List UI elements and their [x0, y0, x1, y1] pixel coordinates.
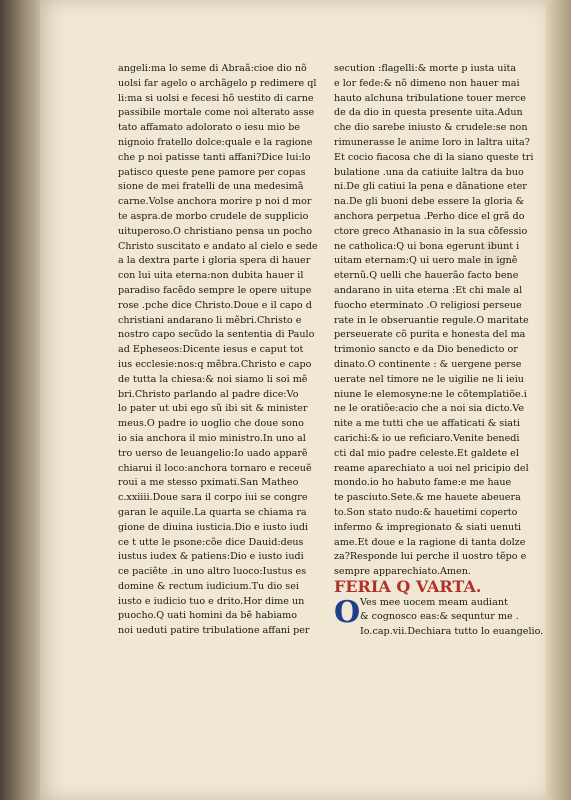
text-line: infermo & impregionato & siati uenuti: [334, 521, 522, 533]
text-line: tato affamato adolorato o iesu mio be: [118, 122, 301, 134]
text-line: roui a me stesso pximati.San Matheo: [118, 477, 299, 489]
text-line: secution :flagelli:& morte p iusta uita: [334, 63, 517, 74]
text-line: rose .pche dice Christo.Doue e il capo d: [118, 299, 312, 311]
text-line: sempre apparechiato.Amen.: [334, 566, 471, 578]
text-line: con lui uita eterna:non dubita hauer il: [118, 270, 304, 282]
text-line: christiani andarano li mẽbri.Christo e: [118, 314, 302, 326]
text-line: anchora perpetua .Perho dice el grã do: [334, 210, 525, 222]
text-line: gione de diuina iusticia.Dio e iusto iudi: [118, 521, 309, 533]
text-line: de da dio in questa presente uita.Adun: [334, 107, 523, 119]
text-line: za?Responde lui perche il uostro tẽpo e: [334, 551, 527, 563]
text-line: cti dal mio padre celeste.Et galdete el: [334, 447, 519, 459]
text-line: bri.Christo parlando al padre dice:Vo: [118, 388, 299, 400]
text-line: hauto alchuna tribulatione touer merce: [334, 92, 526, 104]
right-text-column: [334, 62, 556, 640]
book-gutter-shadow: [0, 0, 42, 800]
rubric-heading: [334, 580, 556, 596]
text-line: patisco queste pene pamore per copas: [118, 166, 306, 178]
text-line: bulatione .una da catiuite laltra da buo: [334, 166, 524, 178]
text-line: ctore greco Athanasio in la sua cõfessio: [334, 225, 528, 237]
right-column-lines: [334, 62, 556, 580]
text-line: e lor fede:& nõ dimeno non hauer mai: [334, 77, 520, 89]
text-line: ame.Et doue e la ragione di tanta dolze: [334, 536, 526, 548]
text-line: na.De gli buoni debe essere la gloria &: [334, 196, 525, 208]
drop-initial-letter: O: [334, 594, 361, 630]
text-line: eternũ.Q uelli che hauerão facto bene: [334, 270, 519, 282]
text-line: tro uerso de leuangelio:Io uado apparẽ: [118, 447, 308, 459]
text-line: che p noi patisse tanti affani?Dice lui:lo: [118, 151, 311, 163]
initial-block: [334, 596, 556, 640]
text-line: Christo suscitato e andato al cielo e sede: [118, 240, 318, 252]
final-lines: [334, 596, 556, 640]
text-line: andarano in uita eterna :Et chi male al: [334, 284, 523, 296]
text-line: nostro capo secũdo la sententia di Paulo: [118, 329, 315, 341]
text-line: li:ma si uolsi e fecesi hõ uestito di carne: [118, 92, 314, 104]
text-line: noi ueduti patire tribulatione affani per: [118, 625, 310, 637]
text-line: c.xxiiii.Doue sara il corpo iui se congre: [118, 492, 308, 504]
text-line: passibile mortale come noi alterato asse: [118, 107, 315, 119]
text-line: dinato.O continente : & uergene perse: [334, 358, 522, 370]
text-line: domine & rectum iudicium.Tu dio sei: [118, 580, 299, 592]
text-line: te pasciuto.Sete.& me hauete abeuera: [334, 492, 521, 504]
text-line: te aspra.de morbo crudele de supplicio: [118, 210, 309, 222]
text-line: rimunerasse le anime loro in laltra uita?: [334, 136, 530, 148]
text-line: perseuerate cõ purita e honesta del ma: [334, 329, 526, 341]
rubric-heading-text: FERIA Q VARTA.: [334, 579, 482, 596]
text-line: ius ecclesie:nos:q mẽbra.Christo e capo: [118, 358, 312, 370]
text-line: reame aparechiato a uoi nel pricipio del: [334, 462, 529, 474]
text-line: uerate nel timore ne le uigilie ne li ieiu: [334, 373, 524, 385]
text-line: che dio sarebe iniusto & crudele:se non: [334, 122, 528, 134]
text-line: sione de mei fratelli de una medesimã: [118, 181, 304, 193]
text-line: ne le oratiõe:acio che a noi sia dicto.Ve: [334, 403, 525, 415]
text-line: ce paciẽte .in uno altro luoco:Iustus es: [118, 566, 307, 578]
text-line: de tutta la chiesa:& noi siamo li soi mẽ: [118, 373, 308, 385]
text-line: lo pater ut ubi ego sũ ibi sit & minister: [118, 403, 308, 415]
text-line: carichi:& io ue reficiaro.Venite benedi: [334, 432, 520, 444]
text-line: uolsi far agelo o archãgelo p redimere ql: [118, 77, 317, 89]
text-line: fuocho eterminato .O religiosi perseue: [334, 299, 522, 311]
text-line: iusto e iudicio tuo e drito.Hor dime un: [118, 595, 305, 607]
text-line: puocho.Q uati homini da bẽ habiamo: [118, 610, 297, 622]
text-line: to.Son stato nudo:& hauetimi coperto: [334, 506, 518, 518]
text-line: uitam eternam:Q ui uero male in ignẽ: [334, 255, 518, 267]
text-line: chiarui il loco:anchora tornaro e receuẽ: [118, 462, 312, 474]
text-line: paradiso facẽdo sempre le opere uitupe: [118, 284, 312, 296]
text-line: garan le aquile.La quarta se chiama ra: [118, 506, 307, 518]
text-line: iustus iudex & patiens:Dio e iusto iudi: [118, 551, 304, 563]
text-line: uituperoso.O christiano pensa un pocho: [118, 225, 313, 237]
text-line: trimonio sancto e da Dio benedicto or: [334, 344, 518, 356]
text-line: a la dextra parte i gloria spera di hauer: [118, 255, 311, 267]
text-line: & cognosco eas:& sequntur me .: [360, 611, 519, 623]
text-line: rate in le obseruantie regule.O maritate: [334, 314, 529, 326]
text-line: ad Epheseos:Dicente iesus e caput tot: [118, 344, 304, 356]
text-line: Io.cap.vii.Dechiara tutto lo euangelio.: [360, 626, 544, 638]
book-page: [40, 0, 546, 800]
text-line: Et cocio fiacosa che di la siano queste tri: [334, 151, 534, 163]
text-line: niune le elemosyne:ne le cõtemplatiõe.i: [334, 388, 527, 400]
text-line: nignoio fratello dolce:quale e la ragione: [118, 136, 313, 148]
text-line: ni.De gli catiui la pena e dãnatione eter: [334, 181, 527, 193]
text-line: io sia anchora il mio ministro.In uno al: [118, 432, 306, 444]
left-text-column: [118, 62, 346, 639]
text-line: carne.Volse anchora morire p noi d mor: [118, 196, 312, 208]
text-line: angeli:ma lo seme di Abraã:cioe dio nõ: [118, 63, 307, 74]
text-line: Ves mee uocem meam audiant: [360, 596, 508, 608]
text-line: mondo.io ho habuto fame:e me haue: [334, 477, 512, 489]
text-line: ce t utte le psone:cõe dice Dauid:deus: [118, 536, 304, 548]
text-line: ne catholica:Q ui bona egerunt ibunt i: [334, 240, 520, 252]
text-line: nite a me tutti che ue affaticati & siati: [334, 418, 520, 430]
text-line: meus.O padre io uoglio che doue sono: [118, 418, 304, 430]
